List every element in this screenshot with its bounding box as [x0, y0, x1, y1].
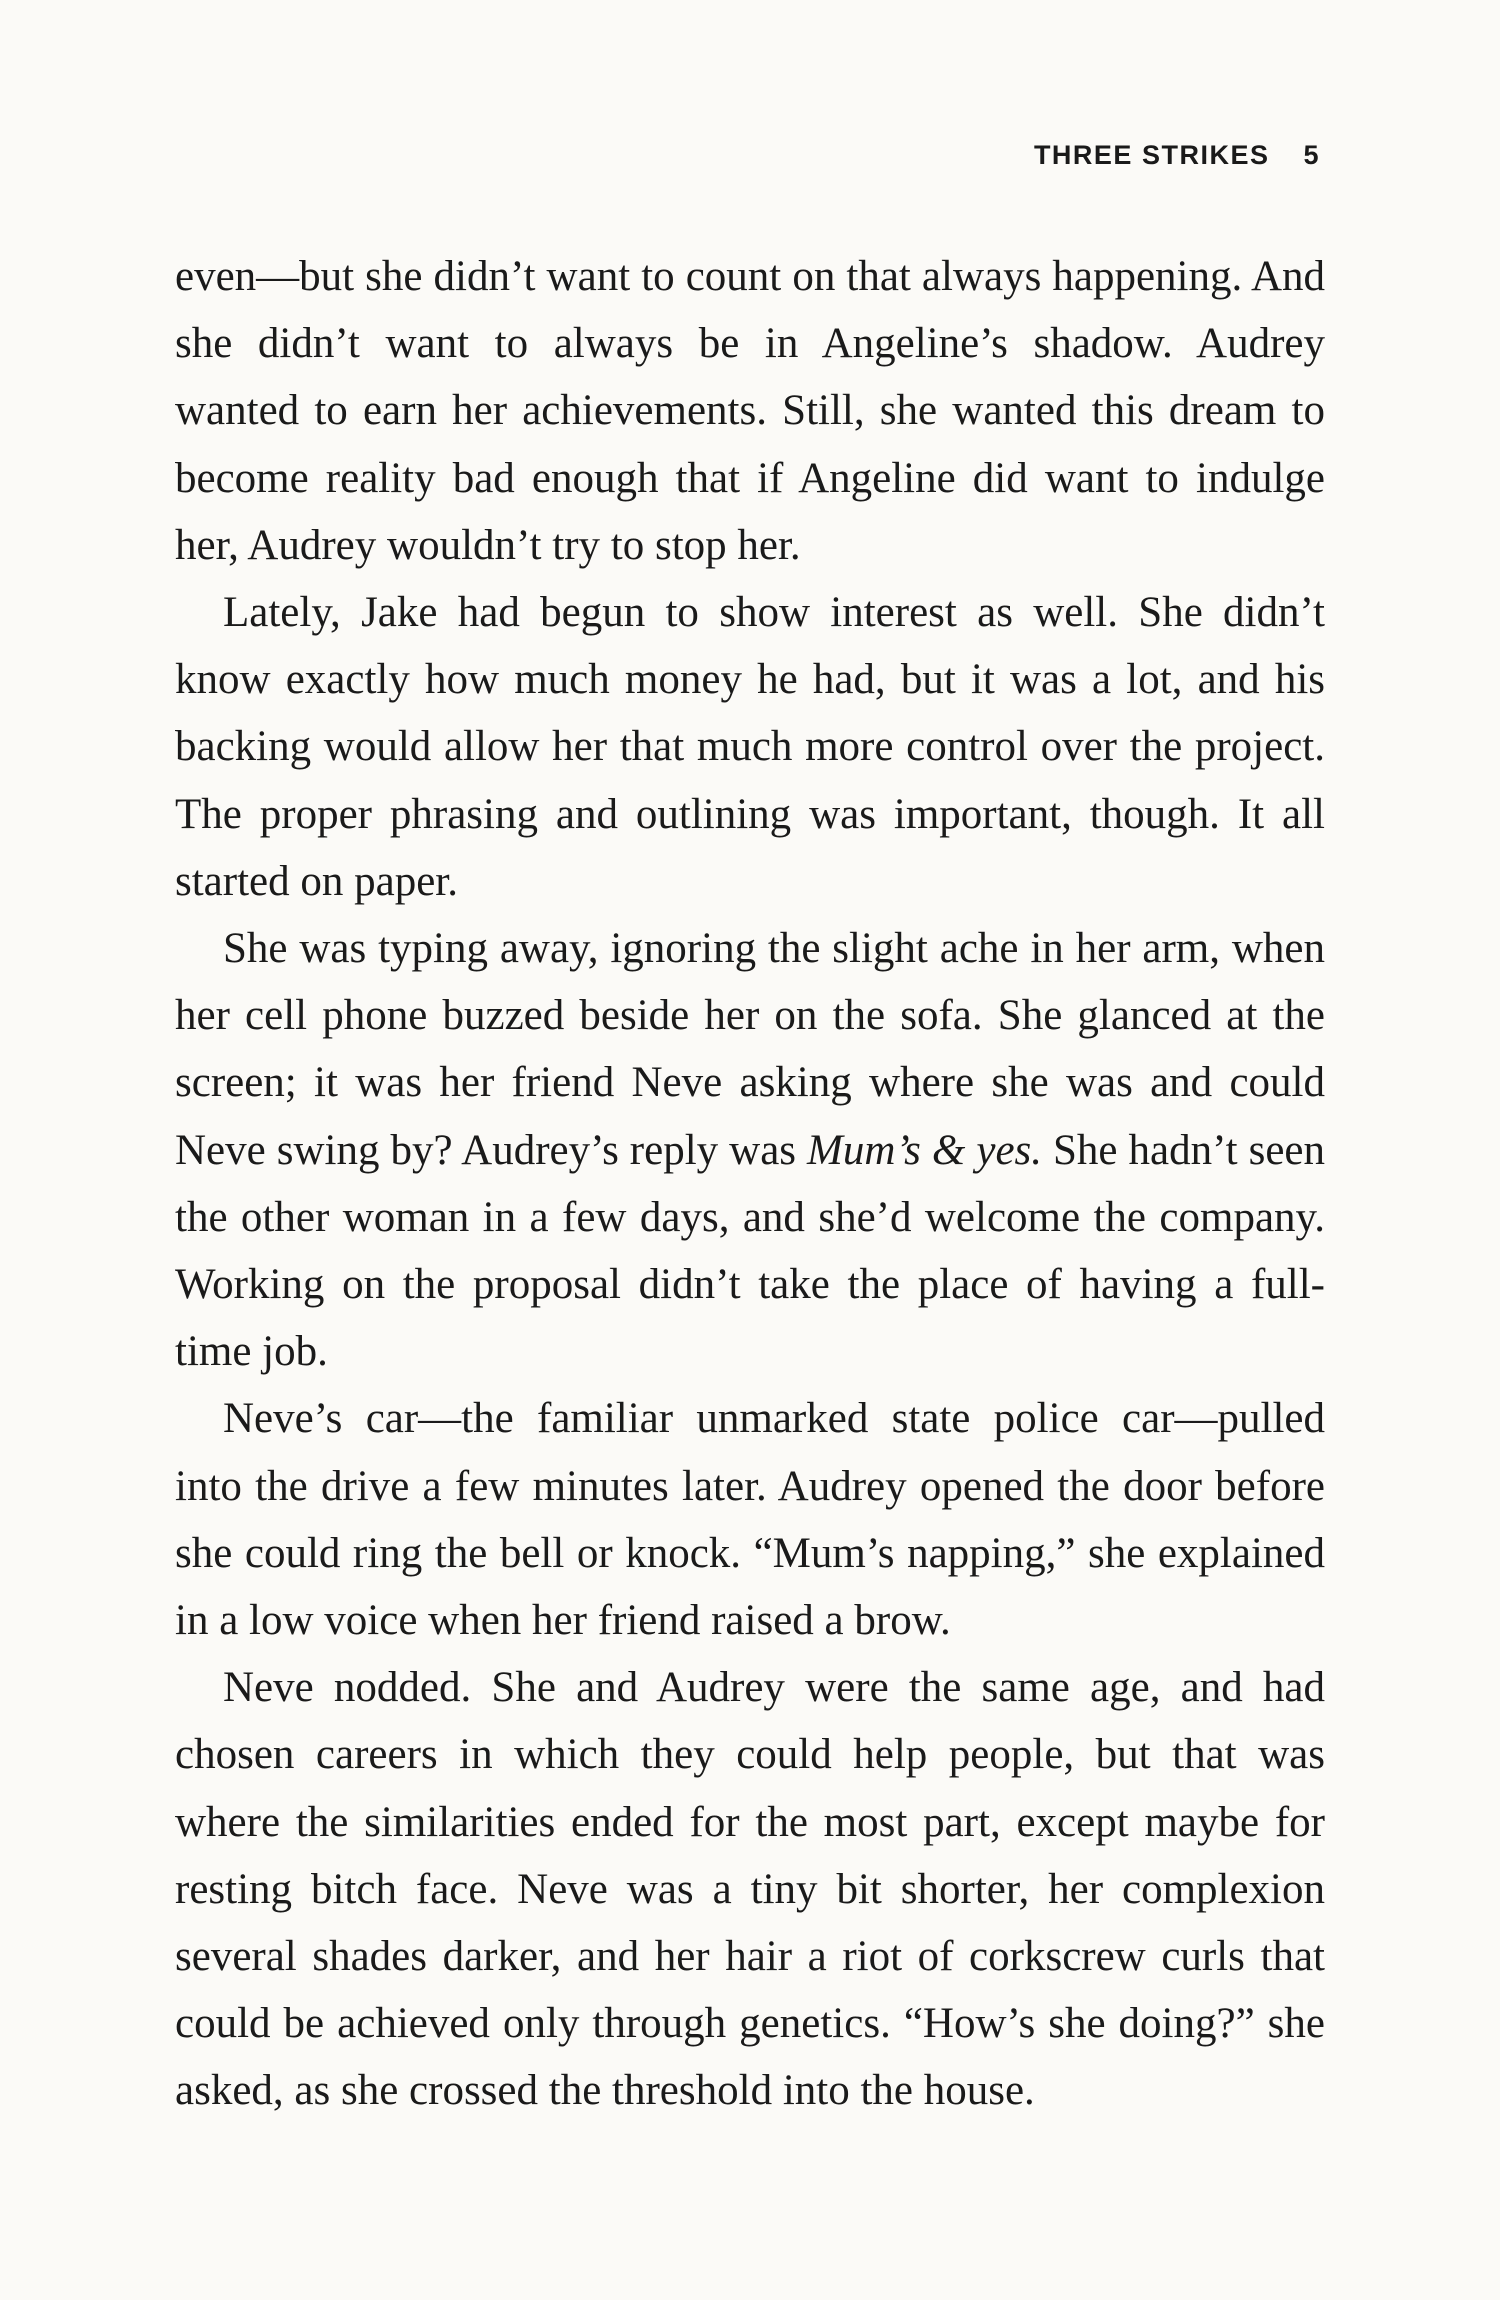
- book-title: THREE STRIKES: [1033, 140, 1270, 170]
- page-number: 5: [1303, 140, 1320, 170]
- paragraph-1: even—but she didn’t want to count on that always happening. And she didn’t want to always be in Angeline’s shadow. Audrey wanted to earn her achievements. Still, she wanted this dream to become reality bad enough that if Angeline did want to indulge her, Audrey wouldn’t try to stop her.: [175, 253, 1325, 569]
- paragraph-2: Lately, Jake had begun to show interest as well. She didn’t know exactly how much money he had, but it was a lot, and his backing would allow her that much more control over the project. The proper phrasing and outlining was important, though. It all started on paper.: [175, 589, 1325, 905]
- paragraph-3-text-after: She hadn’t seen the other woman in a few days, and she’d welcome the company. Working on the proposal didn’t take the place of having a full-time job.: [175, 1126, 1325, 1376]
- paragraph-3: [175, 915, 1325, 1385]
- running-head: [1034, 140, 1320, 171]
- paragraph-3-italic-reply: Mum’s & yes.: [807, 1126, 1043, 1174]
- paragraph-5: Neve nodded. She and Audrey were the same age, and had chosen careers in which they could help people, but that was where the similarities ended for the most part, except maybe for resting bitch face. Neve was a tiny bit shorter, her complexion several shades darker, and her hair a riot of corkscrew curls that could be achieved only through genetics. “How’s she doing?” she asked, as she crossed the threshold into the house.: [175, 1664, 1325, 2115]
- paragraph-3-text-before: She was typing away, ignoring the slight ache in her arm, when her cell phone buzzed beside her on the sofa. She glanced at the screen; it was her friend Neve asking where she was and could Neve swing by? Audrey’s reply was: [175, 925, 1325, 1174]
- paragraph-4: Neve’s car—the familiar unmarked state police car—pulled into the drive a few minutes later. Audrey opened the door before she could ring the bell or knock. “Mum’s napping,” she explained in a low voice when her friend raised a brow.: [175, 1395, 1325, 1645]
- body-text: [175, 243, 1325, 2125]
